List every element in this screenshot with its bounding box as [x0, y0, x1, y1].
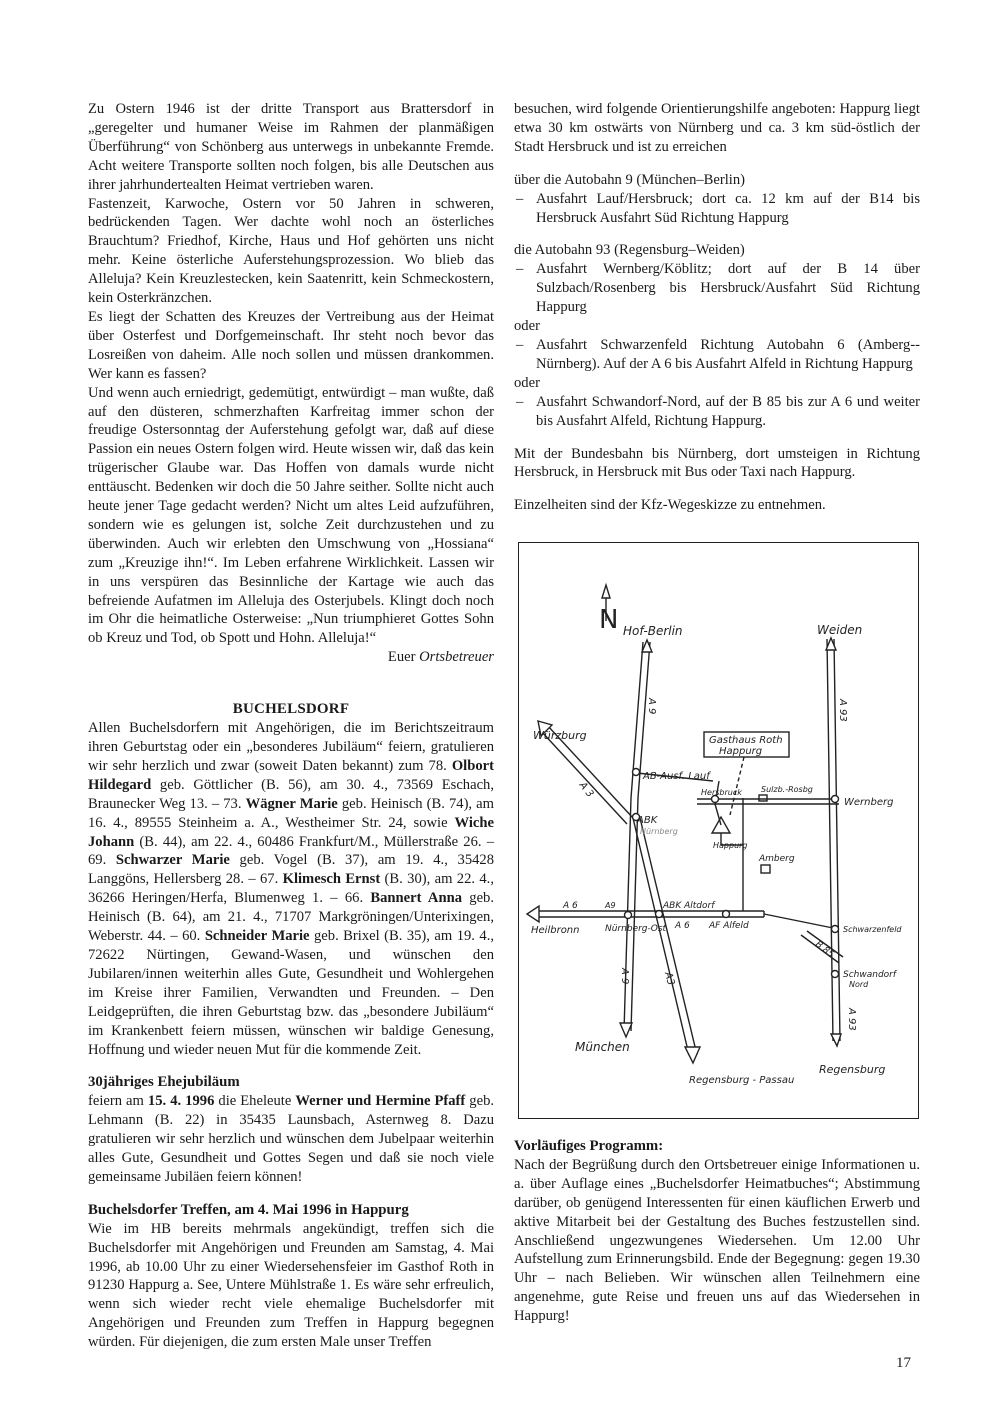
map-label: Wernberg [844, 797, 894, 808]
program-paragraph: Nach der Begrüßung durch den Ortsbetreuer einige Informationen u. a. über Auflage eines „Buchelsdorfer Heimatbuches“; Abstimmung darüber, ob genügend Interessenten für einen käuflichen Erwerb und aktive Mitarbeit bei der Gestaltung des Buches festzustellen sind. Anschließend ungezwungenes Wiedersehen. Um 12.00 Uhr Aufstellung zum Erinnerungsbild. Ende der Begegnung: gegen 19.30 Uhr – nach Belieben. Wir wünschen allen Teilnehmern eine angenehme, gute Reise und freuen uns auf das Wiedersehen in Happurg! [514, 1156, 920, 1325]
route-item: – Ausfahrt Schwarzenfeld Richtung Autobahn 6 (Amberg--Nürnberg). Auf der A 6 bis Ausfahrt Alfeld in Richtung Happurg [514, 336, 920, 374]
article-signature [88, 648, 494, 667]
map-label: Gasthaus Roth [709, 735, 783, 746]
map-label: Nürnberg-Ost [605, 924, 667, 934]
highlight-name: Wiche Johann [88, 814, 494, 850]
or-label: oder [514, 318, 540, 335]
route-a9-intro: über die Autobahn 9 (München–Berlin) [514, 171, 746, 188]
route-a93-list-3 [514, 393, 920, 431]
left-column [88, 100, 494, 1352]
program-heading: Vorläufiges Programm: [514, 1138, 664, 1154]
map-label: A 9 [619, 968, 630, 985]
easter-article [88, 100, 494, 667]
junction-lauf [633, 769, 640, 776]
amberg-symbol [761, 865, 770, 873]
map-label: Regensburg - Passau [689, 1075, 795, 1086]
map-intro: Einzelheiten sind der Kfz-Wegeskizze zu entnehmen. [514, 497, 826, 514]
text-run: geb. Brixel (B. 35), am 19. 4., 72622 Nürtingen, Gewand-Wasen, und wünschen den Jubilaren/innen weiterhin alles Gute, Gesundheit und Wohlergehen im Kreise ihrer Familien, Verwandten und Freunden. – Den Leidgeprüften, die ihren Geburtstag bzw. das „besondere Jubiläum“ im Krankenbett feiern müssen, wünschen wir baldige Genesung, Hoffnung und wieder neuen Mut für die kommende Zeit. [88, 928, 495, 1058]
map-label: Hof-Berlin [623, 624, 683, 638]
text-run: die Eheleute [214, 1093, 296, 1110]
article-paragraph: Es liegt der Schatten des Kreuzes der Vertreibung aus der Heimat über Osterfest und Dorfgemeinschaft. Ihr steht noch bevor das Losreißen von daheim. Alle noch sollen und müssen drankommen. Wer kann es fassen? [88, 308, 494, 382]
route-a93-list [514, 260, 920, 317]
route-a9-list [514, 190, 920, 228]
route-item: – Ausfahrt Lauf/Hersbruck; dort ca. 12 km auf der B14 bis Hersbruck Ausfahrt Süd Richtung Happurg [514, 190, 920, 228]
road-arrowhead [642, 640, 652, 652]
text-run: feiern am [88, 1093, 148, 1110]
junction-schwarzenfeld [832, 926, 839, 933]
map-label: AF Alfeld [709, 921, 749, 931]
road-a3-south [633, 818, 689, 1055]
section-title: BUCHELSDORF [232, 701, 350, 718]
map-label: A 9 [646, 698, 657, 715]
north-arrow-head [602, 585, 610, 598]
map-label: Weiden [817, 623, 863, 637]
map-label: ABK Altdorf [663, 901, 715, 911]
meeting-paragraph: Wie im HB bereits mehrmals angekündigt, treffen sich die Buchelsdorfer mit Angehörigen und Freunden am Samstag, 4. Mai 1996, ab 10.00 Uhr zu einer Wiedersehensfeier im Gasthof Roth in 91230 Happurg a. See, Untere Mühlstraße 1. Es wäre sehr erfreulich, wenn sich wieder recht viele ehemalige Buchelsdorfer mit Angehörigen und Freunden zum Treffen in Happurg begegnen würden. Für diejenigen, die zum ersten Male unser Treffen [88, 1220, 494, 1351]
map-label: Happurg [719, 746, 763, 757]
map-label: A 6 [563, 901, 578, 911]
text-run: geb. Göttlicher (B. 56), am 30. 4., 73569 Eschach, Braunecker Weg 13. – 73. [88, 776, 494, 812]
map-label: Schwandorf [843, 970, 897, 980]
junction-wernberg [832, 796, 839, 803]
highlight-name: Bannert Anna [370, 890, 462, 907]
map-label: Sulzb.-Rosbg [761, 785, 813, 794]
junction-abk-altdorf [656, 911, 663, 918]
map-label: ABK [637, 815, 658, 826]
text-run: geb. Vogel (B. 37), am 19. 4., 35428 Langgöns, Hellersberg 28. – 67. [88, 852, 495, 888]
map-symbol [759, 795, 767, 801]
highlight-name: Wägner Marie [245, 795, 338, 812]
signature-title: Ortsbetreuer [419, 649, 494, 666]
jubilee-heading: 30jähriges Ehejubiläum [88, 1074, 240, 1091]
map-label: München [575, 1040, 630, 1054]
junction-nuernberg-ost [625, 912, 632, 919]
map-label: A9 [605, 901, 616, 910]
map-label: B 85 [813, 939, 836, 960]
map-label: Heilbronn [531, 925, 580, 936]
text-run: (B. 30), am 22. 4., 36266 Heringen/Herfa, Blumenweg 1. – 66. [88, 871, 494, 907]
map-label: Würzburg [533, 729, 587, 742]
road-a93 [827, 639, 833, 1041]
article-paragraph: Fastenzeit, Karwoche, Ostern vor 50 Jahren in schweren, bedrückenden Tagen. Wer dachte wohl noch an österliches Brauchtum? Friedhof, Kirche, Haus und Hof gehörten uns nicht mehr. Keine österliche Auferstehungsprozession. Wo blieb das Alleluja? Kein Kreuzlestecken, kein Saatenritt, kein Schmeckostern, kein Osterkränzchen. [88, 195, 494, 307]
map-label: Nord [849, 980, 869, 989]
highlight-name: Schwarzer Marie [115, 852, 230, 869]
article-paragraph: Zu Ostern 1946 ist der dritte Transport aus Brattersdorf in „geregelter und humaner Weise im Rahmen der planmäßigen Überführung“ von Schönberg aus unterwegs in unbekannte Fremde. Acht weitere Transporte sollten noch folgen, bis alle Deutschen aus ihrer jahrhundertealten Heimat vertrieben waren. [88, 101, 494, 193]
birthday-paragraph [88, 719, 494, 1059]
signature-prefix: Euer [387, 649, 416, 666]
meeting-heading: Buchelsdorfer Treffen, am 4. Mai 1996 in Happurg [88, 1201, 409, 1218]
or-label: oder [514, 374, 540, 391]
jubilee-paragraph [88, 1092, 494, 1187]
junction-alfeld [723, 911, 730, 918]
article-paragraph: Und wenn auch erniedrigt, gedemütigt, entwürdigt – man wußte, daß auf den düsteren, schmerzhaften Karfreitag immer schon der freudige Ostersonntag der Auferstehung gefolgt war, daß auf diese Passion ein neues Ostern folgen wird. Heute wissen wir, daß das kein trügerischer Glaube war. Das Hoffen von damals wurde nicht enttäuscht. Bedenken wir doch die 50 Jahre seither. Sollte nicht auch heute jener Tage gedacht werden? Nicht um altes Leid aufzuführen, sondern wie es gelungen ist, solche Zeit durchzustehen und zu überwinden. Auch wir erlebten den Umschwung von „Hossiana“ zum „Kreuzige ihn!“. Im Leben erfahrene Wirklichkeit. Lassen wir in uns verspüren das Besinnliche der Kartage wie auch das befreiende Aufatmen im Alleluja des Osterjubels. Klingt doch noch im Ohr die heimatliche Osterweise: „Nun triumphieret Gottes Sohn ob Kreuz und Tod, ob Spott und Hohn. Alleluja!“ [88, 384, 494, 647]
road-arrowhead [685, 1047, 700, 1063]
junction-schwandorf [832, 971, 839, 978]
text-run: geb. Heinisch (B. 64), am 21. 4., 71707 Markgröningen/Unterixingen, Weberstr. 44. – 60. [88, 890, 494, 945]
map-label: A3 [662, 970, 677, 987]
map-label: Regensburg [819, 1063, 886, 1076]
route-item: – Ausfahrt Schwandorf-Nord, auf der B 85 bis zur A 6 und weiter bis Ausfahrt Alfeld, Richtung Happurg. [514, 393, 920, 431]
route-a93-intro: die Autobahn 93 (Regensburg–Weiden) [514, 242, 745, 259]
road-arrowhead [620, 1023, 632, 1037]
directions-intro: besuchen, wird folgende Orientierungshilfe angeboten: Happurg liegt etwa 30 km ostwärts von Nürnberg und ca. 3 km süd-östlich der Stadt Hersbruck und ist zu erreichen [514, 101, 920, 155]
highlight-name: Schneider Marie [204, 928, 310, 945]
rail-paragraph: Mit der Bundesbahn bis Nürnberg, dort umsteigen in Richtung Hersbruck, in Hersbruck mit Bus oder Taxi nach Happurg. [514, 445, 920, 481]
map-drawing [519, 543, 917, 1117]
road-a6-east [764, 914, 833, 928]
map-label: Schwarzenfeld [843, 925, 902, 934]
program-section [514, 1137, 920, 1326]
right-column [514, 100, 920, 515]
highlight-name: Werner und Hermine Pfaff [295, 1093, 466, 1110]
map-label: Nürnberg [640, 827, 678, 836]
highlight-name: Klimesch Ernst [282, 871, 381, 888]
text-run: geb. Lehmann (B. 22) in 35435 Launsbach, Asternweg 8. Dazu gratulieren wir sehr herzlich und wünschen dem Jubelpaar weiterhin alles Gute, Gesundheit und Gottes Segen und daß sie noch viele gemeinsame Jubiläen feiern können! [88, 1093, 495, 1185]
map-label: Happurg [713, 841, 748, 850]
map-label: A 93 [846, 1008, 857, 1031]
highlight-name: Olbort Hildegard [88, 757, 494, 793]
map-label: A 6 [675, 921, 690, 931]
text-run: geb. Heinisch (B. 74), am 16. 4., 89555 Steinheim a. A., Westheimer Str. 24, sowie [88, 795, 494, 831]
highlight-name: 15. 4. 1996 [147, 1093, 215, 1110]
north-label: N [599, 605, 619, 635]
route-a93-list-2 [514, 336, 920, 374]
road-a3-south-2 [640, 818, 697, 1055]
map-label: Amberg [759, 854, 795, 864]
map-label: A 93 [837, 699, 848, 722]
map-label: A 3 [576, 780, 596, 800]
road-a3-north-2 [541, 731, 627, 824]
page-number: 17 [896, 1355, 911, 1371]
route-sketch-map [518, 542, 919, 1119]
text-run: Allen Buchelsdorfern mit Angehörigen, die im Berichtszeitraum ihren Geburtstag oder ein „besonderes Jubiläum“ feiern, gratulieren wir sehr herzlich und zwar (soweit Daten bekannt) zum 78. [88, 720, 494, 774]
text-run: (B. 44), am 22. 4., 60486 Frankfurt/M., Müllerstraße 26. – 69. [88, 833, 494, 869]
gasthaus-pointer [730, 757, 744, 815]
route-item: – Ausfahrt Wernberg/Köblitz; dort auf der B 14 über Sulzbach/Rosenberg bis Hersbruck/Ausfahrt Süd Richtung Happurg [514, 260, 920, 317]
map-label: Hersbruck [701, 788, 742, 797]
road-arrowhead [527, 906, 539, 922]
map-label: AB-Ausf. Lauf [643, 771, 710, 782]
